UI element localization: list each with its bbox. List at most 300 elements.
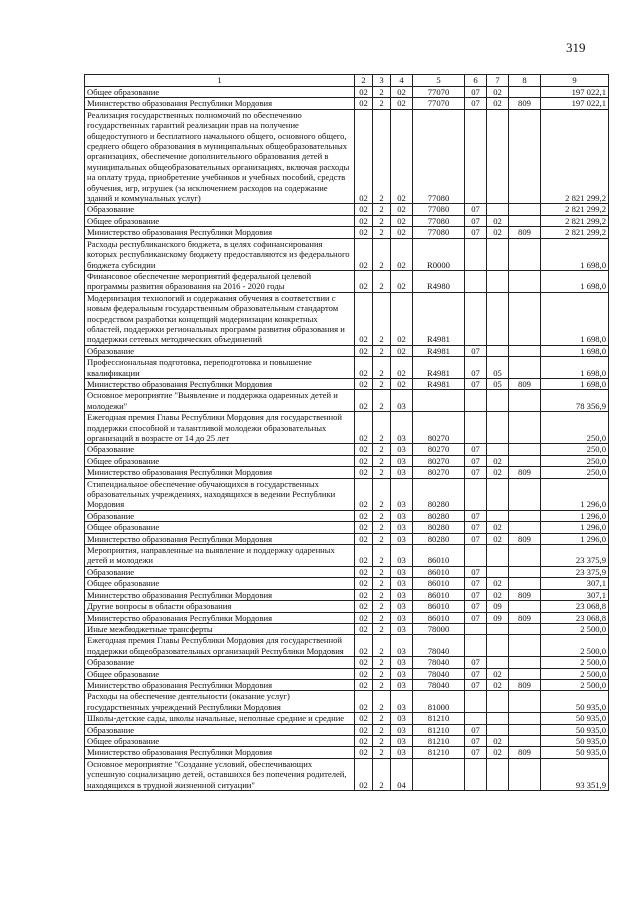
row-name-cell: Образование: [85, 204, 355, 215]
table-row: [85, 378, 609, 389]
table-row: [85, 713, 609, 724]
row-code-cell: 2: [373, 657, 391, 668]
row-name-cell: Министерство образования Республики Мордовия: [85, 679, 355, 690]
row-code-cell: 81210: [413, 735, 465, 746]
row-code-cell: 02: [487, 578, 509, 589]
row-code-cell: 02: [391, 87, 413, 98]
row-code-cell: 2: [373, 109, 391, 204]
row-code-cell: 2: [373, 635, 391, 657]
row-code-cell: 02: [355, 635, 373, 657]
table-row: [85, 510, 609, 521]
row-amount-cell: 23 068,8: [541, 612, 609, 623]
row-code-cell: [509, 522, 541, 533]
row-code-cell: [487, 412, 509, 444]
row-name-cell: Общее образование: [85, 522, 355, 533]
row-code-cell: 2: [373, 98, 391, 109]
row-code-cell: [465, 758, 487, 790]
row-code-cell: 03: [391, 478, 413, 510]
row-code-cell: 07: [465, 215, 487, 226]
row-code-cell: 02: [391, 109, 413, 204]
row-code-cell: [465, 390, 487, 412]
row-code-cell: 77080: [413, 204, 465, 215]
row-code-cell: 02: [355, 292, 373, 345]
row-code-cell: 02: [391, 227, 413, 238]
row-name-cell: Министерство образования Республики Мордовия: [85, 227, 355, 238]
row-code-cell: 2: [373, 357, 391, 379]
row-code-cell: 02: [487, 533, 509, 544]
row-amount-cell: 1 698,0: [541, 357, 609, 379]
row-name-cell: Министерство образования Республики Мордовия: [85, 612, 355, 623]
row-code-cell: 07: [465, 724, 487, 735]
table-row: [85, 87, 609, 98]
row-code-cell: [487, 109, 509, 204]
header-cell: 4: [391, 75, 413, 87]
row-code-cell: 07: [465, 98, 487, 109]
row-code-cell: [509, 566, 541, 577]
row-name-cell: Основное мероприятие "Выявление и поддержка одаренных детей и молодежи": [85, 390, 355, 412]
row-amount-cell: 2 821 299,2: [541, 227, 609, 238]
row-name-cell: Основное мероприятие "Создание условий, обеспечивающих успешную социализацию детей, оставшихся без попечения родителей, находящихся в трудной жизненной ситуации": [85, 758, 355, 790]
row-code-cell: 81210: [413, 747, 465, 758]
row-code-cell: 02: [355, 566, 373, 577]
row-code-cell: 81210: [413, 713, 465, 724]
row-amount-cell: 1 698,0: [541, 378, 609, 389]
row-code-cell: 03: [391, 657, 413, 668]
row-code-cell: 02: [355, 378, 373, 389]
row-code-cell: [487, 566, 509, 577]
row-code-cell: [509, 87, 541, 98]
row-code-cell: [465, 238, 487, 270]
table-row: [85, 747, 609, 758]
row-code-cell: R4981: [413, 357, 465, 379]
row-code-cell: 02: [355, 679, 373, 690]
row-code-cell: 809: [509, 98, 541, 109]
table-row: [85, 545, 609, 567]
row-code-cell: [487, 657, 509, 668]
row-code-cell: 07: [465, 510, 487, 521]
row-code-cell: 86010: [413, 601, 465, 612]
page-number: 319: [566, 40, 586, 55]
table-row: [85, 204, 609, 215]
row-code-cell: 80280: [413, 522, 465, 533]
table-row: [85, 270, 609, 292]
row-code-cell: 2: [373, 724, 391, 735]
row-amount-cell: 78 356,9: [541, 390, 609, 412]
row-code-cell: 86010: [413, 566, 465, 577]
table-row: [85, 601, 609, 612]
row-amount-cell: 1 698,0: [541, 345, 609, 356]
row-code-cell: 02: [355, 478, 373, 510]
row-code-cell: 2: [373, 735, 391, 746]
row-amount-cell: 2 500,0: [541, 668, 609, 679]
table-row: [85, 109, 609, 204]
row-code-cell: 02: [355, 227, 373, 238]
row-code-cell: 86010: [413, 589, 465, 600]
row-code-cell: 02: [355, 691, 373, 713]
row-code-cell: [487, 545, 509, 567]
row-code-cell: 03: [391, 623, 413, 634]
table-row: [85, 566, 609, 577]
row-name-cell: Министерство образования Республики Мордовия: [85, 98, 355, 109]
row-code-cell: [509, 668, 541, 679]
table-row: [85, 412, 609, 444]
row-amount-cell: 50 935,0: [541, 747, 609, 758]
row-code-cell: [509, 510, 541, 521]
row-code-cell: 02: [355, 735, 373, 746]
row-code-cell: 809: [509, 533, 541, 544]
row-code-cell: [509, 623, 541, 634]
table-row: [85, 578, 609, 589]
row-code-cell: [465, 412, 487, 444]
header-cell: 1: [85, 75, 355, 87]
table-row: [85, 444, 609, 455]
row-code-cell: [509, 545, 541, 567]
table-body: [85, 87, 609, 791]
row-code-cell: [487, 444, 509, 455]
row-code-cell: [487, 758, 509, 790]
row-code-cell: [509, 204, 541, 215]
row-code-cell: 2: [373, 204, 391, 215]
row-code-cell: 02: [355, 215, 373, 226]
row-code-cell: 03: [391, 455, 413, 466]
table-row: [85, 292, 609, 345]
table-row: [85, 657, 609, 668]
row-code-cell: 03: [391, 545, 413, 567]
row-name-cell: Образование: [85, 657, 355, 668]
row-code-cell: 2: [373, 758, 391, 790]
row-code-cell: 02: [355, 747, 373, 758]
row-code-cell: 07: [465, 747, 487, 758]
row-code-cell: 77070: [413, 98, 465, 109]
row-code-cell: 02: [487, 522, 509, 533]
row-code-cell: 03: [391, 747, 413, 758]
row-code-cell: 2: [373, 444, 391, 455]
row-code-cell: [487, 635, 509, 657]
row-code-cell: 02: [391, 204, 413, 215]
row-code-cell: 02: [487, 668, 509, 679]
row-code-cell: 03: [391, 589, 413, 600]
row-code-cell: 2: [373, 522, 391, 533]
row-code-cell: 2: [373, 270, 391, 292]
header-cell: 2: [355, 75, 373, 87]
row-code-cell: [509, 735, 541, 746]
row-code-cell: 02: [355, 510, 373, 521]
row-code-cell: [509, 270, 541, 292]
row-code-cell: 03: [391, 635, 413, 657]
row-code-cell: 809: [509, 378, 541, 389]
row-code-cell: 02: [355, 270, 373, 292]
row-code-cell: 02: [355, 657, 373, 668]
row-code-cell: [509, 578, 541, 589]
row-amount-cell: 2 821 299,2: [541, 109, 609, 204]
row-name-cell: Ежегодная премия Главы Республики Мордовия для государственной поддержки общеобразовательных организаций Республики Мордовия: [85, 635, 355, 657]
row-code-cell: 07: [465, 227, 487, 238]
row-code-cell: [413, 758, 465, 790]
row-amount-cell: 50 935,0: [541, 691, 609, 713]
table-row: [85, 668, 609, 679]
row-code-cell: 77080: [413, 227, 465, 238]
row-code-cell: 80280: [413, 478, 465, 510]
row-code-cell: 02: [391, 238, 413, 270]
row-code-cell: [487, 623, 509, 634]
row-code-cell: 07: [465, 522, 487, 533]
row-code-cell: 2: [373, 589, 391, 600]
row-amount-cell: 307,1: [541, 578, 609, 589]
row-code-cell: [487, 390, 509, 412]
row-code-cell: 02: [355, 412, 373, 444]
row-code-cell: 02: [355, 612, 373, 623]
row-code-cell: 07: [465, 533, 487, 544]
row-name-cell: Общее образование: [85, 735, 355, 746]
row-code-cell: [509, 758, 541, 790]
row-name-cell: Образование: [85, 724, 355, 735]
row-code-cell: [487, 713, 509, 724]
row-amount-cell: 197 022,1: [541, 98, 609, 109]
row-code-cell: 2: [373, 623, 391, 634]
row-code-cell: 2: [373, 227, 391, 238]
row-code-cell: 2: [373, 533, 391, 544]
row-amount-cell: 250,0: [541, 467, 609, 478]
row-code-cell: [487, 478, 509, 510]
row-code-cell: 2: [373, 378, 391, 389]
row-code-cell: R4981: [413, 292, 465, 345]
table-row: [85, 357, 609, 379]
row-code-cell: 77080: [413, 215, 465, 226]
row-code-cell: R0000: [413, 238, 465, 270]
table-row: [85, 612, 609, 623]
row-code-cell: [509, 455, 541, 466]
row-code-cell: [509, 238, 541, 270]
table-row: [85, 215, 609, 226]
row-name-cell: Другие вопросы в области образования: [85, 601, 355, 612]
row-code-cell: 78040: [413, 679, 465, 690]
row-code-cell: R4980: [413, 270, 465, 292]
row-code-cell: 02: [391, 357, 413, 379]
row-code-cell: 02: [391, 378, 413, 389]
header-row: [85, 75, 609, 87]
row-code-cell: 02: [487, 467, 509, 478]
row-amount-cell: 2 500,0: [541, 657, 609, 668]
row-code-cell: [509, 691, 541, 713]
row-code-cell: 2: [373, 668, 391, 679]
row-code-cell: [465, 270, 487, 292]
row-code-cell: 03: [391, 578, 413, 589]
row-code-cell: 809: [509, 679, 541, 690]
row-code-cell: 02: [355, 238, 373, 270]
row-amount-cell: 1 698,0: [541, 270, 609, 292]
row-amount-cell: 250,0: [541, 444, 609, 455]
row-name-cell: Школы-детские сады, школы начальные, неполные средние и средние: [85, 713, 355, 724]
row-code-cell: 80270: [413, 412, 465, 444]
row-code-cell: [487, 724, 509, 735]
row-code-cell: [509, 109, 541, 204]
table-row: [85, 724, 609, 735]
row-name-cell: Образование: [85, 566, 355, 577]
row-code-cell: [465, 635, 487, 657]
row-amount-cell: 50 935,0: [541, 724, 609, 735]
row-code-cell: 02: [355, 467, 373, 478]
row-name-cell: Общее образование: [85, 578, 355, 589]
row-code-cell: 02: [355, 589, 373, 600]
row-code-cell: 02: [487, 747, 509, 758]
row-code-cell: [509, 657, 541, 668]
row-name-cell: Министерство образования Республики Мордовия: [85, 378, 355, 389]
row-code-cell: [487, 238, 509, 270]
row-code-cell: 2: [373, 612, 391, 623]
row-amount-cell: 2 500,0: [541, 679, 609, 690]
row-code-cell: 2: [373, 215, 391, 226]
row-code-cell: [487, 510, 509, 521]
row-amount-cell: 250,0: [541, 455, 609, 466]
row-code-cell: 77080: [413, 109, 465, 204]
row-code-cell: [509, 635, 541, 657]
row-code-cell: [465, 545, 487, 567]
row-code-cell: [509, 357, 541, 379]
row-code-cell: 86010: [413, 578, 465, 589]
row-amount-cell: 2 500,0: [541, 623, 609, 634]
row-code-cell: 2: [373, 455, 391, 466]
table-row: [85, 758, 609, 790]
row-amount-cell: 1 698,0: [541, 238, 609, 270]
row-code-cell: 02: [487, 87, 509, 98]
row-code-cell: 02: [391, 98, 413, 109]
row-code-cell: 02: [391, 345, 413, 356]
row-code-cell: 05: [487, 378, 509, 389]
row-code-cell: [465, 478, 487, 510]
row-code-cell: 02: [391, 270, 413, 292]
row-code-cell: 07: [465, 87, 487, 98]
row-name-cell: Общее образование: [85, 215, 355, 226]
row-code-cell: [509, 601, 541, 612]
row-code-cell: 809: [509, 467, 541, 478]
row-code-cell: [487, 270, 509, 292]
row-code-cell: 80270: [413, 444, 465, 455]
row-code-cell: 03: [391, 601, 413, 612]
row-code-cell: 02: [487, 215, 509, 226]
row-code-cell: 02: [487, 589, 509, 600]
row-code-cell: 02: [355, 109, 373, 204]
row-name-cell: Стипендиальное обеспечение обучающихся в государственных образовательных учреждениях, находящихся в ведении Республики Мордовия: [85, 478, 355, 510]
row-name-cell: Образование: [85, 444, 355, 455]
row-code-cell: 2: [373, 478, 391, 510]
row-code-cell: [509, 292, 541, 345]
row-code-cell: 09: [487, 612, 509, 623]
row-name-cell: Мероприятия, направленные на выявление и поддержку одаренных детей и молодежи: [85, 545, 355, 567]
row-code-cell: 02: [487, 679, 509, 690]
row-code-cell: 2: [373, 747, 391, 758]
row-code-cell: [509, 713, 541, 724]
row-amount-cell: 93 351,9: [541, 758, 609, 790]
row-code-cell: 2: [373, 578, 391, 589]
row-code-cell: 02: [355, 533, 373, 544]
row-code-cell: 809: [509, 227, 541, 238]
row-amount-cell: 1 296,0: [541, 478, 609, 510]
table-row: [85, 533, 609, 544]
table-row: [85, 691, 609, 713]
row-code-cell: 03: [391, 412, 413, 444]
row-code-cell: 77070: [413, 87, 465, 98]
row-code-cell: 02: [355, 758, 373, 790]
row-code-cell: R4981: [413, 378, 465, 389]
row-code-cell: 03: [391, 444, 413, 455]
table-row: [85, 98, 609, 109]
row-code-cell: 07: [465, 668, 487, 679]
row-code-cell: 809: [509, 747, 541, 758]
row-code-cell: [465, 713, 487, 724]
row-code-cell: 86010: [413, 545, 465, 567]
row-code-cell: 02: [487, 227, 509, 238]
row-name-cell: Финансовое обеспечение мероприятий федеральной целевой программы развития образования на 2016 - 2020 годы: [85, 270, 355, 292]
row-code-cell: [509, 724, 541, 735]
row-code-cell: 02: [487, 735, 509, 746]
row-code-cell: [413, 390, 465, 412]
row-code-cell: 03: [391, 533, 413, 544]
row-code-cell: 02: [487, 98, 509, 109]
row-code-cell: [509, 444, 541, 455]
row-code-cell: 80270: [413, 467, 465, 478]
row-name-cell: Общее образование: [85, 455, 355, 466]
row-code-cell: 02: [391, 292, 413, 345]
row-code-cell: 07: [465, 612, 487, 623]
row-code-cell: 2: [373, 292, 391, 345]
row-code-cell: [487, 691, 509, 713]
row-code-cell: 02: [355, 578, 373, 589]
row-code-cell: 02: [355, 623, 373, 634]
table-row: [85, 735, 609, 746]
row-name-cell: Министерство образования Республики Мордовия: [85, 589, 355, 600]
row-amount-cell: 1 296,0: [541, 533, 609, 544]
row-amount-cell: 2 500,0: [541, 635, 609, 657]
row-code-cell: [465, 623, 487, 634]
row-code-cell: 80280: [413, 533, 465, 544]
row-code-cell: R4981: [413, 345, 465, 356]
row-code-cell: 03: [391, 510, 413, 521]
row-code-cell: 809: [509, 589, 541, 600]
row-code-cell: 2: [373, 713, 391, 724]
row-code-cell: 80280: [413, 510, 465, 521]
row-code-cell: 2: [373, 345, 391, 356]
row-name-cell: Общее образование: [85, 668, 355, 679]
header-cell: 5: [413, 75, 465, 87]
row-amount-cell: 23 068,8: [541, 601, 609, 612]
row-code-cell: 78040: [413, 657, 465, 668]
row-code-cell: 02: [487, 455, 509, 466]
row-code-cell: [509, 390, 541, 412]
row-code-cell: 07: [465, 679, 487, 690]
table-row: [85, 455, 609, 466]
row-code-cell: 03: [391, 668, 413, 679]
row-code-cell: 02: [355, 455, 373, 466]
table-row: [85, 467, 609, 478]
row-code-cell: 07: [465, 345, 487, 356]
row-code-cell: 07: [465, 455, 487, 466]
row-code-cell: 03: [391, 522, 413, 533]
row-name-cell: Расходы республиканского бюджета, в целях софинансирования которых республиканскому бюджету предоставляются из федерального бюджета субсидии: [85, 238, 355, 270]
row-name-cell: Ежегодная премия Главы Республики Мордовия для государственной поддержки способной и талантливой молодежи образовательных организаций в возрасте от 14 до 25 лет: [85, 412, 355, 444]
row-code-cell: [465, 109, 487, 204]
row-code-cell: 2: [373, 545, 391, 567]
row-code-cell: 07: [465, 589, 487, 600]
table-row: [85, 390, 609, 412]
table-row: [85, 522, 609, 533]
row-code-cell: 07: [465, 378, 487, 389]
row-amount-cell: 2 821 299,2: [541, 204, 609, 215]
row-code-cell: 2: [373, 390, 391, 412]
row-code-cell: 03: [391, 724, 413, 735]
row-code-cell: 02: [391, 215, 413, 226]
header-cell: 7: [487, 75, 509, 87]
table-row: [85, 623, 609, 634]
